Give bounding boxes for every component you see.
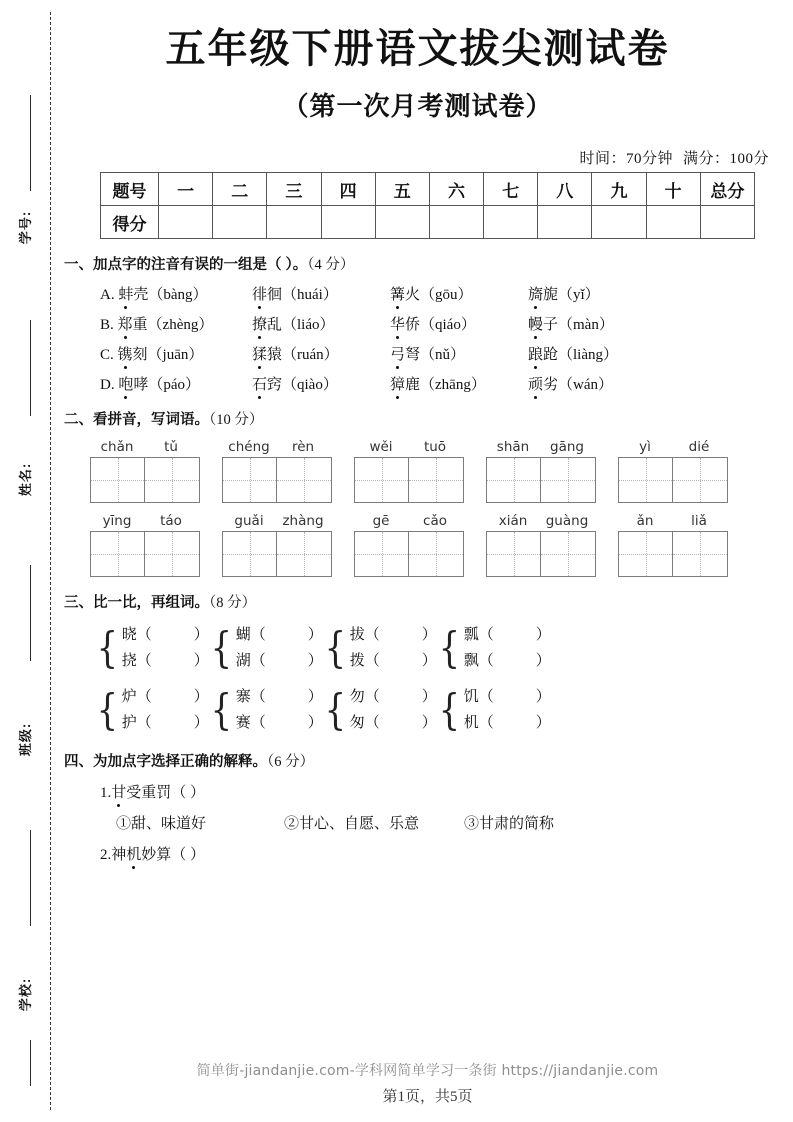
character-grid xyxy=(222,531,332,577)
close-paren: ） xyxy=(535,715,551,731)
dotted-character: 猱 xyxy=(252,343,267,364)
word-blank-line[interactable] xyxy=(122,710,209,736)
compare-character: 匆（ xyxy=(349,715,380,731)
score-table-column-header: 一 xyxy=(159,173,213,206)
word-with-pinyin: 侨（qiáo） xyxy=(405,317,476,333)
pinyin-word-group xyxy=(90,439,200,503)
compare-character: 瓢（ xyxy=(463,627,494,643)
dotted-character: 撩 xyxy=(252,313,267,334)
score-table-column-header: 总分 xyxy=(700,173,754,206)
word-blank-line[interactable] xyxy=(350,622,437,648)
pinyin-syllable: chǎn xyxy=(100,439,134,455)
close-paren: ） xyxy=(307,715,323,731)
compare-character: 挠（ xyxy=(121,653,152,669)
time-label: 时间：70分钟 xyxy=(579,151,673,167)
pinyin-word-group xyxy=(354,513,464,577)
close-paren: ） xyxy=(193,653,209,669)
close-paren: ） xyxy=(193,627,209,643)
word-blank-line[interactable] xyxy=(122,684,209,710)
pronunciation-choice xyxy=(528,283,666,304)
score-table-input-cell[interactable] xyxy=(429,206,483,239)
score-table-column-header: 三 xyxy=(267,173,321,206)
pinyin-syllable: gāng xyxy=(550,439,584,455)
table-row xyxy=(101,173,755,206)
compare-character: 护（ xyxy=(121,715,152,731)
character-grid-cell[interactable] xyxy=(673,458,727,502)
word-with-pinyin: 刻（juān） xyxy=(132,347,204,363)
explanation-question[interactable] xyxy=(100,781,771,802)
character-grid-cell[interactable] xyxy=(409,532,463,576)
character-grid-cell[interactable] xyxy=(145,458,199,502)
pinyin-syllable: zhàng xyxy=(282,513,324,529)
score-table-input-cell[interactable] xyxy=(375,206,429,239)
word-blank-line[interactable] xyxy=(350,684,437,710)
pronunciation-choice xyxy=(252,283,390,304)
pinyin-labels xyxy=(486,439,596,455)
watermark-text: 简单街-jiandanjie.com-学科网简单学习一条街 https://jiandanjie.com xyxy=(196,1063,659,1079)
compare-character: 赛（ xyxy=(235,715,266,731)
section-four-number: 四、 xyxy=(64,754,93,770)
curly-brace-icon: { xyxy=(438,623,461,673)
dotted-character: 机 xyxy=(126,843,141,864)
compare-word-pair xyxy=(464,684,551,736)
pronunciation-choice xyxy=(100,373,252,394)
close-paren: ） xyxy=(193,715,209,731)
section-four-title xyxy=(64,750,771,771)
compare-word-group xyxy=(436,684,550,736)
word-blank-line[interactable] xyxy=(122,622,209,648)
score-table-input-cell[interactable] xyxy=(321,206,375,239)
pinyin-labels xyxy=(90,439,200,455)
character-grid xyxy=(618,457,728,503)
close-paren: ） xyxy=(307,627,323,643)
pinyin-syllable: gē xyxy=(372,513,390,529)
dotted-character: 蚌 xyxy=(118,283,133,304)
margin-label-name: 姓名: xyxy=(18,462,34,497)
compare-character: 飘（ xyxy=(463,653,494,669)
dotted-character: 徘 xyxy=(252,283,267,304)
explanation-question[interactable] xyxy=(100,843,771,864)
compare-word-group xyxy=(208,684,322,736)
curly-brace-icon: { xyxy=(438,685,461,735)
option-letter: A. xyxy=(100,287,119,303)
explanation-option[interactable]: ①甜、味道好 xyxy=(116,816,207,832)
option-letter: C. xyxy=(100,347,118,363)
compare-word-row xyxy=(94,684,771,736)
score-table-input-cell[interactable] xyxy=(592,206,646,239)
score-table-input-cell[interactable] xyxy=(538,206,592,239)
compare-word-pair xyxy=(350,622,437,674)
score-table-column-header: 四 xyxy=(321,173,375,206)
question-option-row xyxy=(100,343,771,364)
pronunciation-choice xyxy=(390,373,528,394)
pronunciation-choice xyxy=(100,313,252,334)
section-two-number: 二、 xyxy=(64,412,93,428)
compare-word-row xyxy=(94,622,771,674)
character-grid-cell[interactable] xyxy=(409,458,463,502)
item-index: 2. xyxy=(100,847,112,863)
pinyin-syllable: táo xyxy=(160,513,182,529)
pinyin-syllable: rèn xyxy=(291,439,315,455)
compare-character: 饥（ xyxy=(463,689,494,705)
page-subtitle: （第一次月考测试卷） xyxy=(282,92,553,121)
dotted-character: 镌 xyxy=(118,343,133,364)
section-three-number: 三、 xyxy=(64,595,93,611)
option-letter: B. xyxy=(100,317,118,333)
margin-rule xyxy=(30,565,31,661)
total-points-label: 满分：100分 xyxy=(682,151,769,167)
close-paren: ） xyxy=(307,689,323,705)
page-title: 五年级下册语文拔尖测试卷 xyxy=(165,26,670,71)
character-grid-cell[interactable] xyxy=(487,458,541,502)
exam-meta xyxy=(62,147,769,168)
section-four xyxy=(64,750,771,864)
dotted-character: 幔 xyxy=(528,313,543,334)
section-two xyxy=(64,408,771,577)
word-with-pinyin: 重（zhèng） xyxy=(132,317,214,333)
section-one-text: 加点字的注音有误的一组是（ ）。 xyxy=(93,257,308,273)
seal-margin-column xyxy=(0,0,62,1122)
character-grid xyxy=(90,531,200,577)
pinyin-syllable: guàng xyxy=(545,513,589,529)
word-with-pinyin: 跄（liàng） xyxy=(543,347,619,363)
close-paren: ） xyxy=(421,627,437,643)
word-blank-line[interactable] xyxy=(464,684,551,710)
margin-rule xyxy=(30,1040,31,1086)
word-with-pinyin: 鹿（zhāng） xyxy=(405,377,486,393)
compare-word-group xyxy=(436,622,550,674)
page-footer xyxy=(62,1060,793,1106)
compare-word-group xyxy=(94,684,208,736)
curly-brace-icon: { xyxy=(324,685,347,735)
word-blank-line[interactable] xyxy=(464,710,551,736)
word-with-pinyin: 旎（yǐ） xyxy=(543,287,600,303)
character-grid-cell[interactable] xyxy=(673,532,727,576)
dotted-character: 顽 xyxy=(528,373,543,394)
character-grid-cell[interactable] xyxy=(223,532,277,576)
compare-character: 炉（ xyxy=(121,689,152,705)
compare-word-group xyxy=(322,684,436,736)
section-three-text: 比一比，再组词。 xyxy=(93,595,209,611)
pinyin-syllable: guǎi xyxy=(234,513,264,529)
dotted-character: 咆 xyxy=(118,373,133,394)
seal-dashed-line xyxy=(50,12,51,1110)
margin-label-school: 学校: xyxy=(18,977,34,1012)
character-grid xyxy=(618,531,728,577)
score-table-input-cell[interactable] xyxy=(484,206,538,239)
pinyin-labels xyxy=(618,439,728,455)
character-grid-cell[interactable] xyxy=(487,532,541,576)
compare-word-group xyxy=(322,622,436,674)
word-blank-line[interactable] xyxy=(350,648,437,674)
section-three-title xyxy=(64,591,771,612)
explanation-option[interactable]: ③甘肃的简称 xyxy=(464,816,555,832)
pinyin-syllable: ǎn xyxy=(636,513,654,529)
character-grid-cell[interactable] xyxy=(223,458,277,502)
close-paren: ） xyxy=(193,689,209,705)
section-one-title xyxy=(64,253,771,274)
word-blank-line[interactable] xyxy=(464,622,551,648)
pinyin-word-group xyxy=(222,513,332,577)
pinyin-row xyxy=(90,513,771,577)
word-with-pinyin: 壳（bàng） xyxy=(133,287,208,303)
word-blank-line[interactable] xyxy=(350,710,437,736)
score-table-row-header: 题号 xyxy=(101,173,159,206)
character-grid-cell[interactable] xyxy=(277,458,331,502)
table-row xyxy=(101,206,755,239)
score-table-column-header: 七 xyxy=(484,173,538,206)
character-grid-cell[interactable] xyxy=(91,532,145,576)
compare-character: 机（ xyxy=(463,715,494,731)
pronunciation-choice xyxy=(252,343,390,364)
dotted-character: 甘 xyxy=(111,781,126,802)
pronunciation-choice xyxy=(100,343,252,364)
margin-rule xyxy=(30,830,31,926)
score-table-column-header: 五 xyxy=(375,173,429,206)
explanation-options xyxy=(116,812,771,833)
character-grid-cell[interactable] xyxy=(91,458,145,502)
curly-brace-icon: { xyxy=(210,623,233,673)
section-two-text: 看拼音，写词语。 xyxy=(93,412,209,428)
pronunciation-choice xyxy=(528,373,666,394)
close-paren: ） xyxy=(535,653,551,669)
pinyin-word-group xyxy=(90,513,200,577)
word-with-pinyin: 弩（nǔ） xyxy=(405,347,466,363)
character-grid-cell[interactable] xyxy=(277,532,331,576)
section-four-points: （6 分） xyxy=(267,754,315,770)
pinyin-row xyxy=(90,439,771,503)
section-one-points: （4 分） xyxy=(307,257,355,273)
pinyin-word-group xyxy=(486,513,596,577)
score-table-input-cell[interactable] xyxy=(267,206,321,239)
question-option-row xyxy=(100,313,771,334)
pinyin-labels xyxy=(222,513,332,529)
dotted-character: 石 xyxy=(252,373,267,394)
close-paren: ） xyxy=(535,689,551,705)
pronunciation-choice xyxy=(252,373,390,394)
score-table-row-header: 得分 xyxy=(101,206,159,239)
explanation-option[interactable]: ②甘心、自愿、乐意 xyxy=(284,816,420,832)
section-one-number: 一、 xyxy=(64,257,93,273)
pronunciation-choice xyxy=(100,283,252,304)
character-grid-cell[interactable] xyxy=(145,532,199,576)
pronunciation-choice xyxy=(390,343,528,364)
compare-character: 勿（ xyxy=(349,689,380,705)
curly-brace-icon: { xyxy=(324,623,347,673)
pinyin-syllable: shān xyxy=(496,439,530,455)
score-table-column-header: 九 xyxy=(592,173,646,206)
margin-label-student-id: 学号: xyxy=(18,210,34,245)
word-with-pinyin: 徊（huái） xyxy=(267,287,338,303)
close-paren: ） xyxy=(307,653,323,669)
word-with-pinyin: 子（màn） xyxy=(543,317,614,333)
curly-brace-icon: { xyxy=(96,685,119,735)
pinyin-word-group xyxy=(222,439,332,503)
compare-word-group xyxy=(208,622,322,674)
section-two-points: （10 分） xyxy=(209,412,264,428)
character-grid-cell[interactable] xyxy=(541,458,595,502)
dotted-character: 弓 xyxy=(390,343,405,364)
pinyin-word-group xyxy=(618,439,728,503)
compare-character: 寨（ xyxy=(235,689,266,705)
curly-brace-icon: { xyxy=(96,623,119,673)
character-grid xyxy=(354,457,464,503)
compare-word-group xyxy=(94,622,208,674)
dotted-character: 郑 xyxy=(118,313,133,334)
word-with-pinyin: 猿（ruán） xyxy=(267,347,339,363)
phrase-prefix: 神 xyxy=(111,847,127,863)
compare-word-pair xyxy=(350,684,437,736)
margin-label-class: 班级: xyxy=(18,722,34,757)
score-table-input-cell[interactable] xyxy=(700,206,754,239)
compare-word-pair xyxy=(122,684,209,736)
compare-character: 湖（ xyxy=(235,653,266,669)
word-with-pinyin: 窍（qiào） xyxy=(267,377,338,393)
page-number: 第1页，共5页 xyxy=(382,1089,473,1105)
compare-character: 拨（ xyxy=(349,653,380,669)
dotted-character: 旖 xyxy=(528,283,543,304)
dotted-character: 獐 xyxy=(390,373,405,394)
curly-brace-icon: { xyxy=(210,685,233,735)
pinyin-syllable: dié xyxy=(688,439,710,455)
item-index: 1. xyxy=(100,785,112,801)
character-grid xyxy=(354,531,464,577)
character-grid-cell[interactable] xyxy=(355,458,409,502)
pinyin-syllable: yì xyxy=(639,439,651,455)
pinyin-labels xyxy=(486,513,596,529)
close-paren: ） xyxy=(421,653,437,669)
pinyin-word-group xyxy=(486,439,596,503)
pronunciation-choice xyxy=(390,283,528,304)
compare-word-pair xyxy=(122,622,209,674)
pinyin-labels xyxy=(618,513,728,529)
pinyin-syllable: tǔ xyxy=(164,439,178,455)
pronunciation-choice xyxy=(252,313,390,334)
close-paren: ） xyxy=(421,715,437,731)
score-table-column-header: 六 xyxy=(429,173,483,206)
character-grid xyxy=(222,457,332,503)
pinyin-word-group xyxy=(354,439,464,503)
score-table-input-cell[interactable] xyxy=(159,206,213,239)
character-grid-cell[interactable] xyxy=(355,532,409,576)
word-with-pinyin: 火（gōu） xyxy=(405,287,473,303)
word-blank-line[interactable] xyxy=(464,648,551,674)
dotted-character: 篝 xyxy=(390,283,405,304)
pinyin-syllable: yīng xyxy=(102,513,132,529)
pronunciation-choice xyxy=(390,313,528,334)
word-blank-line[interactable] xyxy=(122,648,209,674)
word-blank-line[interactable] xyxy=(236,684,323,710)
section-three-points: （8 分） xyxy=(209,595,257,611)
character-grid-cell[interactable] xyxy=(619,458,673,502)
exam-sheet xyxy=(62,0,793,1122)
phrase-rest: 受重罚（ ） xyxy=(126,785,206,801)
word-with-pinyin: 劣（wán） xyxy=(543,377,614,393)
character-grid-cell[interactable] xyxy=(541,532,595,576)
section-one xyxy=(64,253,771,394)
pinyin-word-group xyxy=(618,513,728,577)
option-letter: D. xyxy=(100,377,119,393)
compare-character: 蝴（ xyxy=(235,627,266,643)
pinyin-syllable: wěi xyxy=(369,439,393,455)
pronunciation-choice xyxy=(528,313,666,334)
margin-rule xyxy=(30,95,31,191)
pinyin-labels xyxy=(222,439,332,455)
score-table-input-cell[interactable] xyxy=(646,206,700,239)
score-table-column-header: 八 xyxy=(538,173,592,206)
pinyin-labels xyxy=(90,513,200,529)
pronunciation-choice xyxy=(528,343,666,364)
pinyin-labels xyxy=(354,439,464,455)
margin-rule xyxy=(30,320,31,416)
pinyin-labels xyxy=(354,513,464,529)
section-four-text: 为加点字选择正确的解释。 xyxy=(93,754,267,770)
character-grid-cell[interactable] xyxy=(619,532,673,576)
pinyin-syllable: cǎo xyxy=(423,513,447,529)
compare-character: 晓（ xyxy=(121,627,152,643)
dotted-character: 踉 xyxy=(528,343,543,364)
character-grid xyxy=(90,457,200,503)
close-paren: ） xyxy=(421,689,437,705)
compare-character: 拔（ xyxy=(349,627,380,643)
score-table-column-header: 二 xyxy=(213,173,267,206)
character-grid xyxy=(486,457,596,503)
word-blank-line[interactable] xyxy=(236,648,323,674)
question-option-row xyxy=(100,373,771,394)
section-three xyxy=(64,591,771,736)
phrase-rest: 妙算（ ） xyxy=(141,847,206,863)
score-table-input-cell[interactable] xyxy=(213,206,267,239)
dotted-character: 华 xyxy=(390,313,405,334)
pinyin-syllable: chéng xyxy=(228,439,270,455)
word-with-pinyin: 乱（liáo） xyxy=(267,317,335,333)
character-grid xyxy=(486,531,596,577)
word-blank-line[interactable] xyxy=(236,710,323,736)
pinyin-syllable: xián xyxy=(498,513,528,529)
pinyin-syllable: liǎ xyxy=(691,513,707,529)
word-blank-line[interactable] xyxy=(236,622,323,648)
question-option-row xyxy=(100,283,771,304)
word-with-pinyin: 哮（páo） xyxy=(133,377,201,393)
compare-word-pair xyxy=(236,622,323,674)
section-two-title xyxy=(64,408,771,429)
compare-word-pair xyxy=(236,684,323,736)
score-table-column-header: 十 xyxy=(646,173,700,206)
pinyin-syllable: tuō xyxy=(423,439,447,455)
score-table xyxy=(100,172,755,239)
compare-word-pair xyxy=(464,622,551,674)
close-paren: ） xyxy=(535,627,551,643)
